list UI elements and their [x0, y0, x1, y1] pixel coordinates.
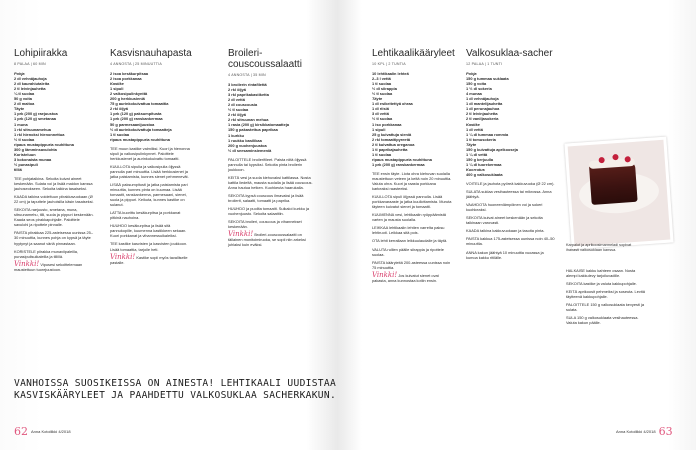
recipe-title: Lohipiirakka: [14, 48, 68, 59]
ingredients-list: [228, 82, 314, 153]
ingredient: 2 rkl öljyä: [228, 112, 246, 118]
recipe-steps: [372, 171, 452, 270]
recipe-step: KUUMENNA vesi, lehtikaalin ryöppäämistä varten ja mausta suolalla.: [372, 212, 446, 223]
ingredient: 1 dl perunajauhoa: [466, 106, 500, 112]
footer-right: [616, 425, 673, 438]
recipe-steps: [14, 176, 94, 259]
ingredient: 10 lehtikaalin lehteä: [372, 71, 409, 77]
tip-text: Broileri-couscoussalaatti on tällainen monitoimiruoka, se sopii niin arkeksi juhlaksi kuin eväksi.: [228, 232, 306, 248]
recipe-step: SEKOITA broileri, couscous ja vihannekset keskenään.: [228, 219, 302, 230]
ingredients-list: [110, 71, 192, 142]
ingredient: ½ dl siirappia: [372, 86, 397, 92]
ingredient: Koristeluun: [14, 151, 36, 157]
recipe-column-lehtikaali: [372, 48, 455, 283]
ingredient: 2 valkosipulinkynttä: [110, 91, 148, 97]
ingredients-list: [372, 71, 452, 167]
recipe-step: HALKAISE kakku kahteen osaan. Nosta alempi kakkulevy tarjoiluvadille.: [566, 268, 636, 279]
tip-label: Vinkki!: [228, 230, 254, 239]
ingredient: Kastike: [466, 121, 480, 127]
ingredient: 1 sipuli: [372, 126, 386, 132]
ingredient: 1 dl vehnäjauhoja: [466, 96, 499, 102]
ingredient: 1 tl paprikajauhetta: [372, 146, 408, 152]
recipe-step: SEKOITA raejuusto, smetana, muna, sitruunamehu, tilli, suola ja pippuri keskenään. Kaada seos pirakkapohjalle. Paloittele savulohi ja ripottele pinnalle.: [14, 207, 94, 228]
recipe-steps: [466, 181, 556, 260]
tip-text: Kastike sopii myös tavalliselle pastalle.: [110, 254, 188, 265]
ingredient: 3 kokonaista munaa: [14, 156, 52, 162]
recipe-step: SEKOITA kuivat aineet keskenään ja sekoita taikinaan varovasti.: [466, 215, 543, 226]
ingredient: 1 ruukku basilikaa: [228, 137, 262, 143]
ingredients-list: [466, 71, 556, 177]
recipe-column-sacher: [466, 48, 556, 263]
ingredient: 2 tl leivinjauhetta: [14, 86, 46, 92]
ingredient: 150 g pakastettua paprikaa: [228, 127, 278, 133]
recipe-step: TEE pohjataikina. Sekoita kuivat aineet keskenään. Sulata voi ja lisää maidon kanssa jauhoseokseen. Sekoita taikina tasaiseksi.: [14, 175, 93, 192]
recipe-meta: 8 PALAA | 60 MIN: [14, 62, 46, 66]
ingredient: ½ tl suolaa: [14, 136, 35, 142]
ingredient: 1 rkl hienoksi hienonnettua: [14, 131, 65, 137]
ingredient: ½ tl suolaa: [372, 91, 393, 97]
recipe-step: OTA lehti kerrallaan leikkuulaudalle ja täytä.: [372, 238, 448, 244]
ingredient: 2 dl couscousia: [228, 102, 258, 108]
recipe-step: KAADA taikina voideltuun piirakkavuokaan (Ø 22 cm) ja taputtele jauhoisilla käsin tasaiseksi.: [14, 194, 94, 205]
recipe-meta: 12 PALAA | 1 TUNTI: [466, 62, 503, 66]
ingredient: 1 prk (120 g) smetanaa: [14, 116, 56, 122]
ingredient: 2 rkl tomaattipyreetä: [372, 136, 411, 142]
ingredient: 50 g parmesaanijuustoa: [110, 121, 155, 127]
ingredient: 150 g tummaa suklaata: [466, 76, 509, 82]
recipe-step: PALOITTELE broilerifileet. Paista niitä öljyssä pannulla tai kypsiksi. Sekoita pinta broilerin joukkoon.: [228, 156, 307, 172]
recipe-step: TEE muun kastike valmiiksi. Kuori ja hienonna sipuli ja valkosipulinkynnet. Paloittele herkkusienet ja aurinkokuivattu tomaatti.: [110, 145, 190, 161]
recipe-step: PALOITTELE 150 g valkosuklaata kevyesti ja sulata.: [566, 302, 644, 313]
recipe-step: KUULLOTA sipulia ja valkosipulia öljyssä pannulla pari minuuttia. Lisää herkkusienet ja jatka paistamista, kunnes sienet pehmenevät.: [110, 163, 189, 179]
tip-label: Vinkki!: [372, 270, 398, 279]
ingredient: 1 prk (200 g) ranskankermaa: [110, 116, 163, 122]
recipe-column-sacher-continued: [566, 268, 646, 328]
page-number: 62: [14, 425, 28, 438]
ingredient: 50 g voita: [14, 96, 32, 102]
ingredient: Kuorrutus: [466, 166, 485, 172]
ingredient: 2 dl maitoa: [14, 101, 35, 107]
ingredient: 1 tl suolaa: [372, 151, 392, 157]
recipe-step: ANNA kakun jäähtyä 10 minuuttia vuoassa ja kumoa kakku ritilälle.: [466, 249, 544, 260]
ingredient: 2 dl kaurahiutaleita: [14, 81, 50, 87]
ingredient: 1 prk (120 g) paksumpitusta: [110, 111, 162, 117]
ingredient: 1 ½ dl sokeria: [466, 86, 492, 92]
ingredient: Täyte: [372, 96, 383, 102]
recipe-steps: [566, 268, 646, 325]
tip-text: Vipusesi sekoittelemaan maustettuun tuorejuustoon.: [14, 261, 83, 272]
recipe-step: LEIKKAA lehtikaalin lehtien varrelta paksu lehtiruoti. Leikkaa sitä pois.: [372, 225, 445, 236]
recipe-step: TEE kastike kasvisten ja kasvisten joukkoon. Lisää tomaattia, tarjoile heti.: [110, 241, 188, 252]
recipe-step: SULA 150 g valkosuklaata vesihauteessa. Valuta kakun päälle.: [566, 315, 639, 326]
ingredient: 75 g aurinkokuivattua tomaattia: [110, 101, 169, 107]
recipe-step: PAISTA kakkua 175-asteisessa uunissa noin 40–50 minuuttia.: [466, 236, 555, 247]
ingredient: 200 g herkkusieniä: [110, 96, 145, 102]
recipe-step: KEITÄ aprikoosit pehmeiksi ja soseuta. Levitä täytteenä kakkupohjalle.: [566, 289, 645, 300]
ingredient: 1 rasia (200 g) kirsikkatomaatteja: [228, 122, 289, 128]
ingredient: 1 tl suolaa: [110, 131, 130, 137]
recipe-step: HUUHDO ja puolita tomaatit. Suikaloi kurkku ja vuohenjuusto. Sekoita salaattiin.: [228, 206, 310, 217]
ingredient: 1 dl vettä: [466, 126, 483, 132]
ingredient: 300 g lämminsavulohta: [14, 146, 57, 152]
recipe-steps: [110, 146, 192, 252]
ingredient: 1 tl suolaa: [372, 81, 392, 87]
ingredient: 2 dl vehnäjauhoja: [14, 76, 47, 82]
recipe-step: PAISTA kääryleitä 200-asteessa uunissa noin 75 minuuttia.: [372, 259, 451, 270]
recipe-step: KUULLOTA sipuli öljyssä pannulla. Lisää porkkanaraaste ja jatka kuullottamista. Muruta täyteen kuivatut sienet ja tomaatti.: [372, 194, 452, 210]
recipe-step: VOITELE ja jauhota pyöreä kakkuvuoka (Ø 22 cm).: [466, 181, 555, 187]
recipe-meta: 10 KPL | 2 TUNTIA: [372, 62, 406, 66]
ingredient: 2 tl kuivattua oreganoa: [372, 141, 415, 147]
ingredient: ½ punasipuli: [14, 161, 38, 167]
ingredient: 1 kurkku: [228, 132, 245, 138]
ingredient: ½ tl suolaa: [372, 116, 393, 122]
recipe-step: SEKOITA kastike ja valuta kakkupohjalle.: [566, 281, 637, 287]
ingredient: ¼ tl suolaa: [14, 91, 35, 97]
ingredient: 2 rkl öljyä: [228, 87, 246, 93]
ingredient: 2 rkl öljyä: [110, 106, 128, 112]
ingredient: tilliä: [14, 166, 22, 172]
tip-label: Vinkki!: [14, 259, 40, 268]
cake-photo: [564, 137, 673, 250]
recipe-meta: 4 ANNOSTA | 35 MIN: [228, 73, 266, 77]
ingredient: 1 sipuli: [110, 86, 124, 92]
recipe-step: SEKOITA kypsä couscous ilmavaksi ja lisää broilerit, salaatti, tomaatti ja paprika.: [228, 192, 304, 204]
tip-label: Vinkki!: [110, 252, 136, 261]
ingredient: ½ tl suolaa: [228, 107, 249, 113]
ingredient: ½ dl seesaminsiemeniä: [228, 147, 272, 153]
ingredient: 150 g voita: [466, 81, 487, 87]
ingredient: 1 ¼ dl vettä: [466, 151, 488, 157]
photo-caption: Karpalot ja aprikoosimarmeladi sopivat ihanasti valkosuklaan kanssa.: [566, 243, 632, 252]
ingredient: 1 prk (200 g) ranskankermaa: [372, 161, 425, 167]
teaser-headline: VANHOISSA SUOSIKEISSA ON AINESTA! LEHTIKAALI UUDISTAA KASVISKÄÄRYLEET JA PAAHDETTU VALKOSUKLAA SACHERKAKUN.: [14, 378, 337, 401]
recipe-step: TEE ensin täyte. Liota ohra kiehuvan suolalla maustettuun veteen ja keitä noin 20 minuuttia. Valuta ohra. Kuori ja raasta porkkana karkeaksi raasteeksi.: [372, 170, 452, 192]
footer-left: [14, 425, 71, 438]
ingredient: 2–3 l vettä: [372, 76, 391, 82]
recipe-title: Lehtikaalikääryleet: [372, 48, 455, 59]
ingredient: 1 dl mantelijauhetta: [466, 101, 503, 107]
recipe-step: LATTA kuorittu kesäkurpitsa ja porkkanat pitkinä nauhoina.: [110, 210, 181, 221]
recipe-steps: [228, 157, 314, 230]
recipe-step: KAADA taikina kakkuvuokaan ja tasoita pinta.: [466, 228, 545, 234]
recipe-column-lohipiirakka: [14, 48, 94, 272]
ingredient: 200 g vuohenjuustoa: [228, 142, 267, 148]
recipe-step: SULATA suklaa vesihauteessa tai mikrossa. Anna jäähtyä.: [466, 189, 552, 200]
ingredient: 2 tl leivinjauhetta: [466, 111, 498, 117]
ingredient: 3 broilerin rintafilettä: [228, 82, 267, 88]
recipe-step: PAISTA piirakkaa 225-asteisessa uunissa 25–30 minuuttia, kunnes pohja on kypsä ja täyte hyytynyt ja saanut väriä pinnastaan.: [14, 230, 94, 246]
recipe-step: KORISTELE piirakka munaviipaleilla, punasipulisuikaleilla ja tillillä.: [14, 248, 79, 259]
recipe-title: Kasvisnauhapasta: [110, 48, 192, 59]
ingredient: 1 tl tomusokeria: [466, 136, 496, 142]
ingredient: ripaus mustapippuria rouhittuna: [372, 156, 432, 162]
ingredient: 1 iso porkkanaa: [372, 121, 402, 127]
recipe-step: VAAHDOTA huoneenlämpöinen voi ja sokeri kuohkeaksi.: [466, 202, 543, 213]
ingredient: 150 g kuivattuja aprikooseja: [466, 146, 518, 152]
ingredient: Kastike: [110, 81, 124, 87]
recipe-meta: 4 ANNOSTA | 25 MINUUTTIA: [110, 62, 162, 66]
page-number: 63: [658, 425, 673, 438]
ingredient: 2 isoa kesäkurpitsaa: [110, 71, 149, 77]
ingredient: 2 tl vaniljasokeria: [466, 116, 499, 122]
recipe-title: Broileri-couscoussalaatti: [228, 48, 302, 70]
ingredient: 1 rkl sitruunamehua: [14, 126, 51, 132]
ingredient: 1 prk (200 g) raejuustoa: [14, 111, 58, 117]
recipe-title: Valkosuklaa-sacher: [466, 48, 553, 59]
ingredient: 3 rkl paprikakastiketta: [228, 92, 269, 98]
ingredient: 1 ¼ dl tuorekermaa: [466, 161, 502, 167]
ingredients-list: [14, 71, 94, 172]
recipe-column-kasvisnauhapasta: [110, 48, 192, 265]
ingredient: 1 dl riisiä: [372, 106, 389, 112]
recipe-step: KEITÄ vesi ja suola kiehuvaksi kattilassa. Nosta kattila liedeltä, mausta suolalla ja lisää couscous. Anna hautua hetken. Kuohkeuta haarukalla.: [228, 174, 313, 190]
recipe-step: VALUTA rullien päälle siirappia ja ripottele suolaa.: [372, 246, 444, 257]
ingredient: 2 rkl sitruunan mehua: [228, 117, 269, 123]
recipe-step: HUUHDO kesäkurpitsa ja lisää sitä pannukopille, kuumenna kastikkeen sekaan. Kuori porkkanat ja vihannessuikaleiksi.: [110, 223, 187, 239]
ingredient: 25 g kuivattuja sieniä: [372, 131, 412, 137]
ingredients-head: Pohja: [14, 71, 25, 77]
recipe-step: LISÄÄ paksumpitusti ja jatka paistamista pari minuuttia, kunnes pinta on kuumaa. Lisää tomaatit, ranskankerma, parmesaani, sienet, suola ja pippuri. Keikuta, kunnes kastike on sulanut.: [110, 181, 188, 208]
ingredient: Täyte: [466, 141, 477, 147]
magazine-name: Anna Kotoilikki 4/2018: [31, 429, 71, 434]
ingredient: ripaus mustapippuria rouhittuna: [14, 141, 74, 147]
magazine-name: Anna Kotoilikki 4/2018: [616, 429, 656, 434]
ingredient: 150 g kerjuulla: [466, 156, 494, 162]
ingredient: 1 muna: [14, 121, 28, 127]
ingredients-head: Pohja: [466, 71, 477, 77]
ingredient: 4 munaa: [466, 91, 482, 97]
ingredient: 2 dl vettä: [228, 97, 245, 103]
ingredient: 3 dl vettä: [372, 111, 389, 117]
tip-text: Jos kuivatut sienet ovat pakasta, anna kunnostaa kotiin ensin.: [372, 272, 439, 283]
ingredient: 1 ¼ dl tummaa rommia: [466, 131, 509, 137]
ingredient: 400 g valkosuklaata: [466, 171, 503, 177]
ingredient: Täyte: [14, 106, 25, 112]
ingredient: ½ dl aurinkokuivattuja tomaatteja: [110, 126, 172, 132]
ingredient: 2 isoa porkkanaa: [110, 76, 142, 82]
recipe-column-broileri: [228, 48, 314, 247]
ingredient: ripaus mustapippuria rouhittuna: [110, 136, 170, 142]
ingredient: 1 dl esikeitettyä ohraa: [372, 101, 413, 107]
